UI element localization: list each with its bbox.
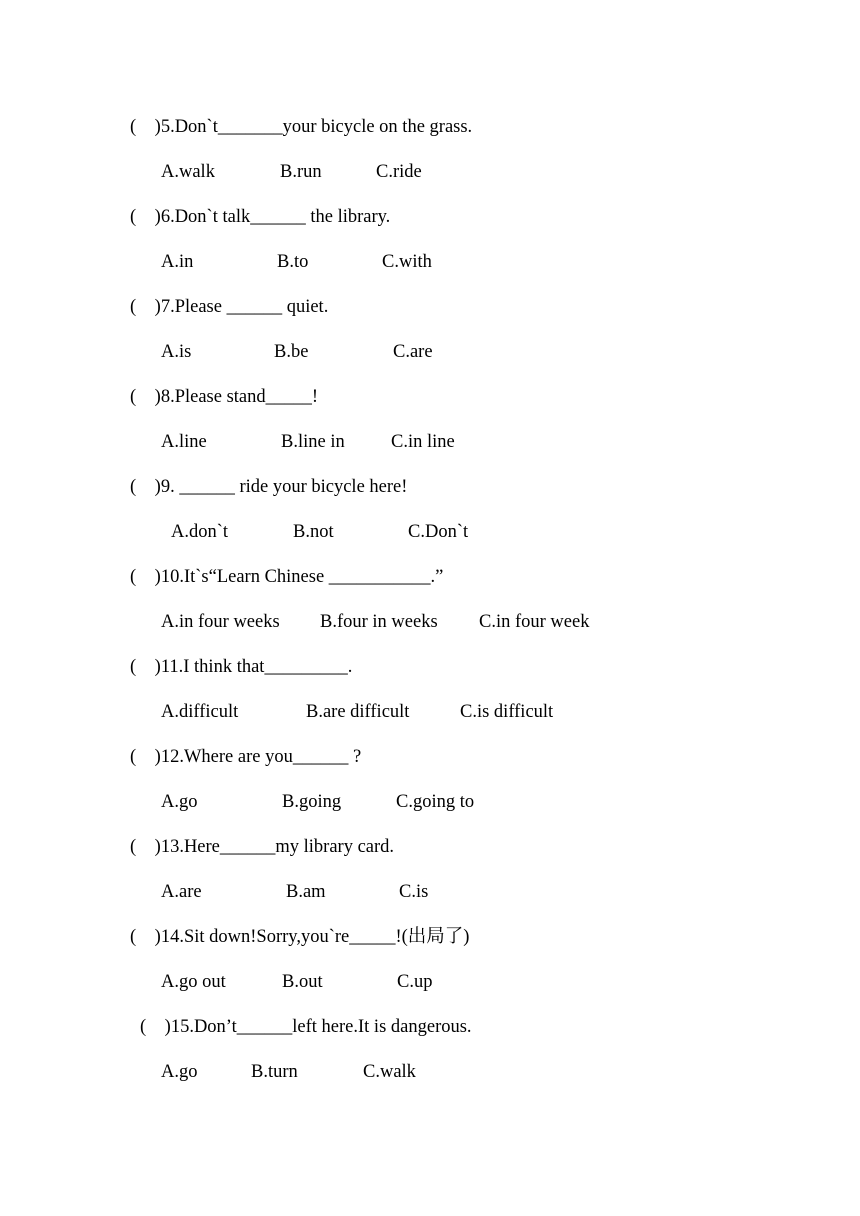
question-8-options xyxy=(0,430,860,454)
question-6-option-c: C.with xyxy=(382,252,432,272)
question-7-stem: ( )7.Please ______ quiet. xyxy=(130,297,329,317)
question-9-stem: ( )9. ______ ride your bicycle here! xyxy=(130,477,408,497)
question-5-options xyxy=(0,160,860,184)
question-7-option-b: B.be xyxy=(274,342,309,362)
question-8-option-b: B.line in xyxy=(281,432,345,452)
question-7-option-a: A.is xyxy=(161,342,192,362)
question-9-option-a: A.don`t xyxy=(171,522,229,542)
question-9-option-c: C.Don`t xyxy=(408,522,469,542)
question-15-stem: ( )15.Don’t______left here.It is dangerous. xyxy=(140,1017,472,1037)
question-11-stem: ( )11.I think that_________. xyxy=(130,657,353,677)
question-10-options xyxy=(0,610,860,634)
question-15-option-c: C.walk xyxy=(363,1062,416,1082)
question-12-stem: ( )12.Where are you______ ? xyxy=(130,747,362,767)
question-12-option-a: A.go xyxy=(161,792,198,812)
question-8-option-c: C.in line xyxy=(391,432,455,452)
question-5-option-b: B.run xyxy=(280,162,322,182)
question-9-options xyxy=(0,520,860,544)
question-13-option-c: C.is xyxy=(399,882,429,902)
question-13-options xyxy=(0,880,860,904)
question-13-stem: ( )13.Here______my library card. xyxy=(130,837,395,857)
question-14-option-c: C.up xyxy=(397,972,433,992)
question-10-option-c: C.in four week xyxy=(479,612,590,632)
question-11-option-a: A.difficult xyxy=(161,702,239,722)
question-15-option-b: B.turn xyxy=(251,1062,298,1082)
question-7-options xyxy=(0,340,860,364)
question-14-option-b: B.out xyxy=(282,972,323,992)
question-14-options xyxy=(0,970,860,994)
question-10-stem: ( )10.It`s“Learn Chinese ___________.” xyxy=(130,567,444,587)
question-9-option-b: B.not xyxy=(293,522,334,542)
question-6-stem: ( )6.Don`t talk______ the library. xyxy=(130,207,391,227)
question-6-option-b: B.to xyxy=(277,252,309,272)
question-7-option-c: C.are xyxy=(393,342,433,362)
question-12-option-c: C.going to xyxy=(396,792,475,812)
question-6-option-a: A.in xyxy=(161,252,194,272)
question-11-option-b: B.are difficult xyxy=(306,702,410,722)
question-6-options xyxy=(0,250,860,274)
question-8-stem: ( )8.Please stand_____! xyxy=(130,387,319,407)
question-14-stem: ( )14.Sit down!Sorry,you`re_____!(出局了) xyxy=(130,927,470,947)
question-13-option-b: B.am xyxy=(286,882,326,902)
question-5-option-a: A.walk xyxy=(161,162,215,182)
question-8-option-a: A.line xyxy=(161,432,207,452)
question-14-option-a: A.go out xyxy=(161,972,226,992)
question-11-options xyxy=(0,700,860,724)
question-10-option-b: B.four in weeks xyxy=(320,612,438,632)
question-12-options xyxy=(0,790,860,814)
question-11-option-c: C.is difficult xyxy=(460,702,554,722)
question-5-option-c: C.ride xyxy=(376,162,422,182)
question-13-option-a: A.are xyxy=(161,882,202,902)
question-15-option-a: A.go xyxy=(161,1062,198,1082)
question-10-option-a: A.in four weeks xyxy=(161,612,280,632)
question-5-stem: ( )5.Don`t_______your bicycle on the grass. xyxy=(130,117,473,137)
question-12-option-b: B.going xyxy=(282,792,342,812)
question-15-options xyxy=(0,1060,860,1084)
